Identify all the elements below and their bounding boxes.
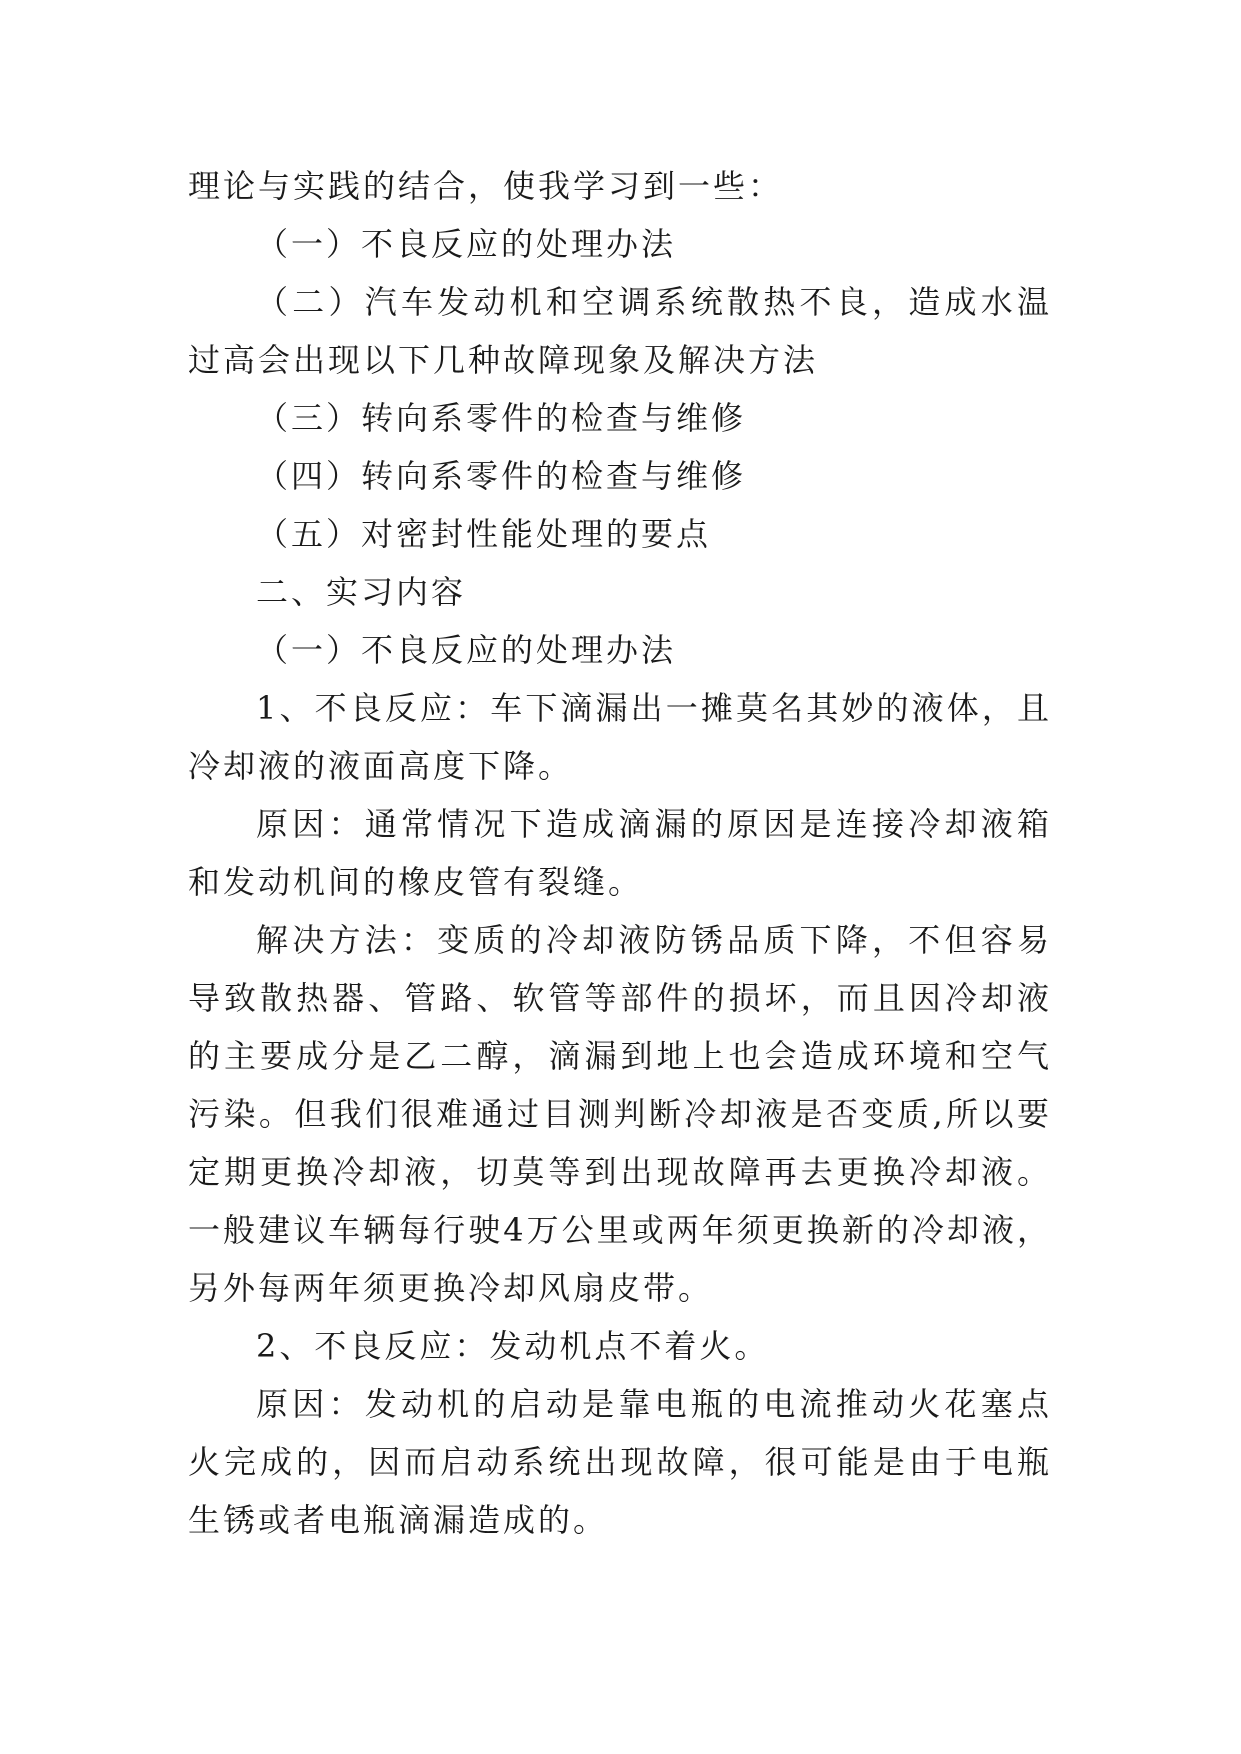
- paragraph-solution-1: 解决方法：变质的冷却液防锈品质下降，不但容易导致散热器、管路、软管等部件的损坏，而且因冷却液的主要成分是乙二醇，滴漏到地上也会造成环境和空气污染。但我们很难通过目测判断冷却液是否变质,所以要定期更换冷却液，切莫等到出现故障再去更换冷却液。一般建议车辆每行驶4万公里或两年须更换新的冷却液，另外每两年须更换冷却风扇皮带。: [188, 921, 1052, 1307]
- paragraph-cause-1: 原因：通常情况下造成滴漏的原因是连接冷却液箱和发动机间的橡皮管有裂缝。: [188, 805, 1052, 901]
- paragraph-item-5: （五）对密封性能处理的要点: [256, 515, 712, 553]
- paragraph-item-1: （一）不良反应的处理办法: [256, 225, 677, 263]
- paragraph-symptom-2: 2、不良反应：发动机点不着火。: [256, 1327, 770, 1365]
- document-body: [188, 157, 1052, 1549]
- section-heading: 二、实习内容: [256, 573, 467, 611]
- paragraph-item-4: （四）转向系零件的检查与维修: [256, 457, 747, 495]
- paragraph-symptom-1: 1、不良反应：车下滴漏出一摊莫名其妙的液体，且冷却液的液面高度下降。: [188, 689, 1052, 785]
- paragraph-item-3: （三）转向系零件的检查与维修: [256, 399, 747, 437]
- paragraph-intro: 理论与实践的结合，使我学习到一些：: [188, 167, 784, 205]
- paragraph-item-2: （二）汽车发动机和空调系统散热不良，造成水温过高会出现以下几种故障现象及解决方法: [188, 283, 1052, 379]
- paragraph-cause-2: 原因：发动机的启动是靠电瓶的电流推动火花塞点火完成的，因而启动系统出现故障，很可能是由于电瓶生锈或者电瓶滴漏造成的。: [188, 1385, 1052, 1539]
- subsection-heading: （一）不良反应的处理办法: [256, 631, 677, 669]
